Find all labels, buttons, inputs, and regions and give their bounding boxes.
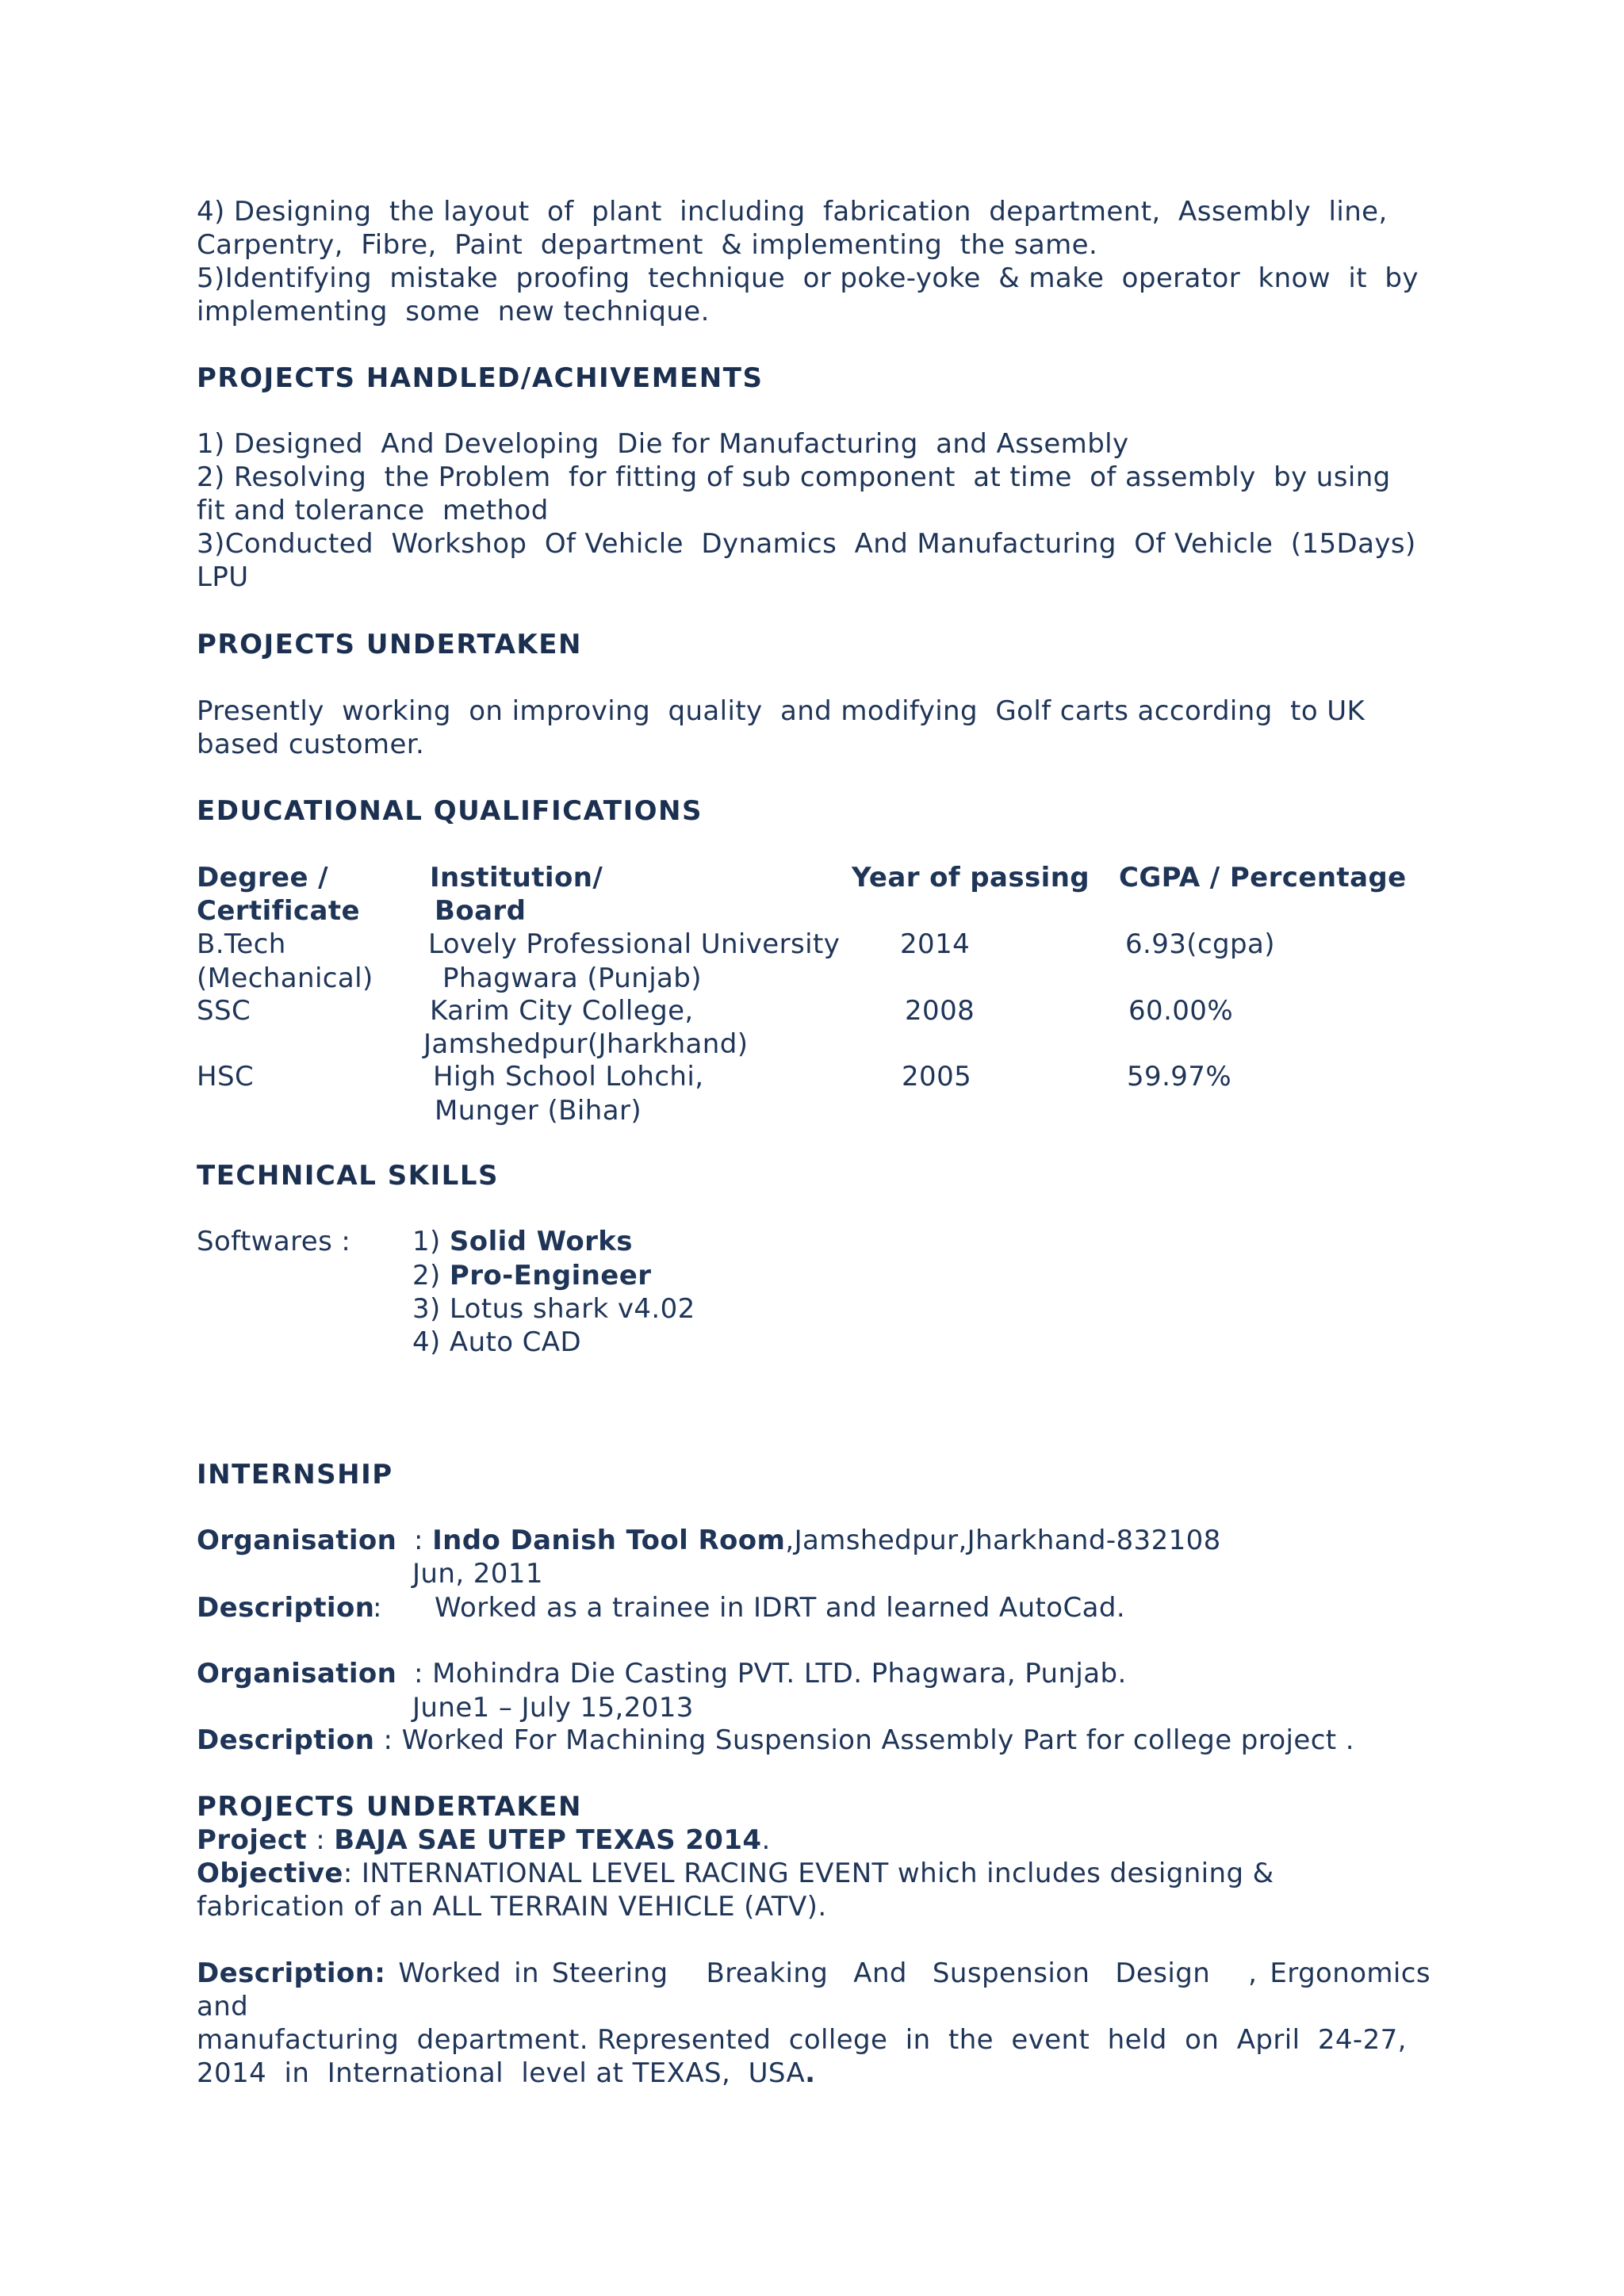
projects-handled-line: LPU <box>197 561 249 593</box>
objective-label: Objective <box>197 1858 343 1889</box>
organisation-label: Organisation <box>197 1658 397 1689</box>
organisation-separator: : <box>414 1658 423 1689</box>
responsibility-5-line-1: 5)Identifying mistake proofing technique or poke-yoke & make operator know it by <box>197 262 1419 294</box>
education-row-3-institution-2: Munger (Bihar) <box>435 1095 642 1127</box>
project-separator: : <box>316 1824 326 1856</box>
education-row-3-score: 59.97% <box>1127 1061 1232 1093</box>
software-item-number: 2) <box>412 1260 441 1292</box>
responsibility-4-line-1: 4) Designing the layout of plant including fabrication department, Assembly line, <box>197 196 1388 228</box>
project-description-text: 2014 in International level at TEXAS, USA <box>197 2057 806 2089</box>
projects-handled-line: 1) Designed And Developing Die for Manufacturing and Assembly <box>197 428 1129 460</box>
software-item-name: Solid Works <box>449 1226 633 1257</box>
objective-row <box>197 1857 1274 1890</box>
education-row-1-degree-2: (Mechanical) <box>197 962 373 994</box>
education-row-2-score: 60.00% <box>1128 995 1234 1027</box>
education-row-1-institution: Lovely Professional University <box>428 928 841 960</box>
description-text: Worked as a trainee in IDRT and learned AutoCad. <box>435 1592 1126 1624</box>
project-end: . <box>761 1824 771 1856</box>
education-row-3-degree: HSC <box>197 1061 255 1093</box>
education-row-2-degree: SSC <box>197 995 251 1027</box>
education-row-1-institution-2: Phagwara (Punjab) <box>442 962 702 994</box>
software-item-name: Lotus shark v4.02 <box>449 1293 695 1325</box>
projects-undertaken-line-1: Presently working on improving quality and modifying Golf carts according to UK <box>197 695 1365 727</box>
software-item <box>412 1259 651 1292</box>
projects-handled-line: 3)Conducted Workshop Of Vehicle Dynamics And Manufacturing Of Vehicle (15Days) <box>197 528 1416 560</box>
education-row-2-institution: Karim City College, <box>430 995 694 1027</box>
project-name: BAJA SAE UTEP TEXAS 2014 <box>334 1824 762 1856</box>
responsibilities-list <box>197 195 1434 328</box>
softwares-label: Softwares : <box>197 1226 351 1257</box>
project-description-end: . <box>805 2057 816 2089</box>
description-separator: : <box>383 1724 393 1756</box>
organisation-label: Organisation <box>197 1525 397 1556</box>
objective-text-line-2: fabrication of an ALL TERRAIN VEHICLE (ATV). <box>197 1891 827 1923</box>
technical-skills-heading: TECHNICAL SKILLS <box>197 1160 499 1192</box>
internship-heading: INTERNSHIP <box>197 1459 393 1490</box>
description-label: Description <box>197 1592 375 1624</box>
education-row-1-score: 6.93(cgpa) <box>1125 928 1275 960</box>
projects-handled-line: fit and tolerance method <box>197 495 549 526</box>
education-row-3-year: 2005 <box>902 1061 972 1093</box>
description-label: Description <box>197 1724 375 1756</box>
projects-undertaken-line-2: based customer. <box>197 729 425 760</box>
education-header-cgpa: CGPA / Percentage <box>1119 862 1407 894</box>
internship-date: Jun, 2011 <box>412 1558 543 1590</box>
education-header-institution: Institution/ <box>430 862 603 894</box>
education-header-year: Year of passing <box>852 862 1090 894</box>
project-description <box>197 1957 1449 2090</box>
education-row-1-degree: B.Tech <box>197 928 286 960</box>
education-header-degree: Degree / <box>197 862 328 894</box>
organisation-name: Indo Danish Tool Room <box>432 1525 786 1556</box>
projects-undertaken-2-heading: PROJECTS UNDERTAKEN <box>197 1791 582 1823</box>
projects-undertaken-text <box>197 695 1434 761</box>
project-description-label: Description: <box>197 1957 386 1989</box>
description-row <box>197 1724 1354 1757</box>
internship-date: June1 – July 15,2013 <box>412 1692 694 1724</box>
description-separator: : <box>373 1592 382 1624</box>
projects-handled-heading: PROJECTS HANDLED/ACHIVEMENTS <box>197 362 764 394</box>
education-row-3-institution: High School Lohchi, <box>433 1061 704 1093</box>
software-item-name: Pro-Engineer <box>449 1260 652 1292</box>
software-item-number: 1) <box>412 1226 441 1257</box>
projects-undertaken-heading: PROJECTS UNDERTAKEN <box>197 629 582 660</box>
software-item-number: 3) <box>412 1293 441 1325</box>
description-text: Worked For Machining Suspension Assembly Part for college project . <box>401 1724 1354 1756</box>
project-description-text: Worked in Steering Breaking And Suspension Design , Ergonomics and <box>197 1957 1449 2022</box>
organisation-location: ,Jamshedpur,Jharkhand-832108 <box>785 1525 1221 1556</box>
responsibility-4-line-2: Carpentry, Fibre, Paint department & implementing the same. <box>197 229 1098 261</box>
education-row-2-institution-2: Jamshedpur(Jharkhand) <box>423 1028 749 1060</box>
education-header-board: Board <box>435 895 527 927</box>
software-item <box>412 1292 695 1326</box>
education-row-2-year: 2008 <box>905 995 975 1027</box>
objective-text-line-1: : INTERNATIONAL LEVEL RACING EVENT which includes designing & <box>343 1858 1274 1889</box>
organisation-value <box>414 1657 1127 1690</box>
software-item-name: Auto CAD <box>449 1326 582 1358</box>
projects-handled-line: 2) Resolving the Problem for fitting of sub component at time of assembly by using <box>197 461 1391 493</box>
project-row <box>197 1823 771 1857</box>
project-description-line-1 <box>197 1957 1449 2023</box>
software-item-number: 4) <box>412 1326 441 1358</box>
project-description-line-2: manufacturing department. Represented college in the event held on April 24-27, <box>197 2024 1407 2056</box>
project-label: Project <box>197 1824 307 1856</box>
software-item <box>412 1326 581 1359</box>
organisation-separator: : <box>414 1525 423 1556</box>
education-heading: EDUCATIONAL QUALIFICATIONS <box>197 795 703 827</box>
education-header-certificate: Certificate <box>197 895 360 927</box>
responsibility-5-line-2: implementing some new technique. <box>197 296 710 327</box>
software-item <box>412 1225 633 1258</box>
projects-handled-list <box>197 427 1434 594</box>
project-description-line-3 <box>197 2057 1431 2090</box>
education-row-1-year: 2014 <box>900 928 971 960</box>
organisation-value <box>414 1524 1221 1557</box>
organisation-name: Mohindra Die Casting PVT. LTD. Phagwara, Punjab. <box>432 1658 1127 1689</box>
